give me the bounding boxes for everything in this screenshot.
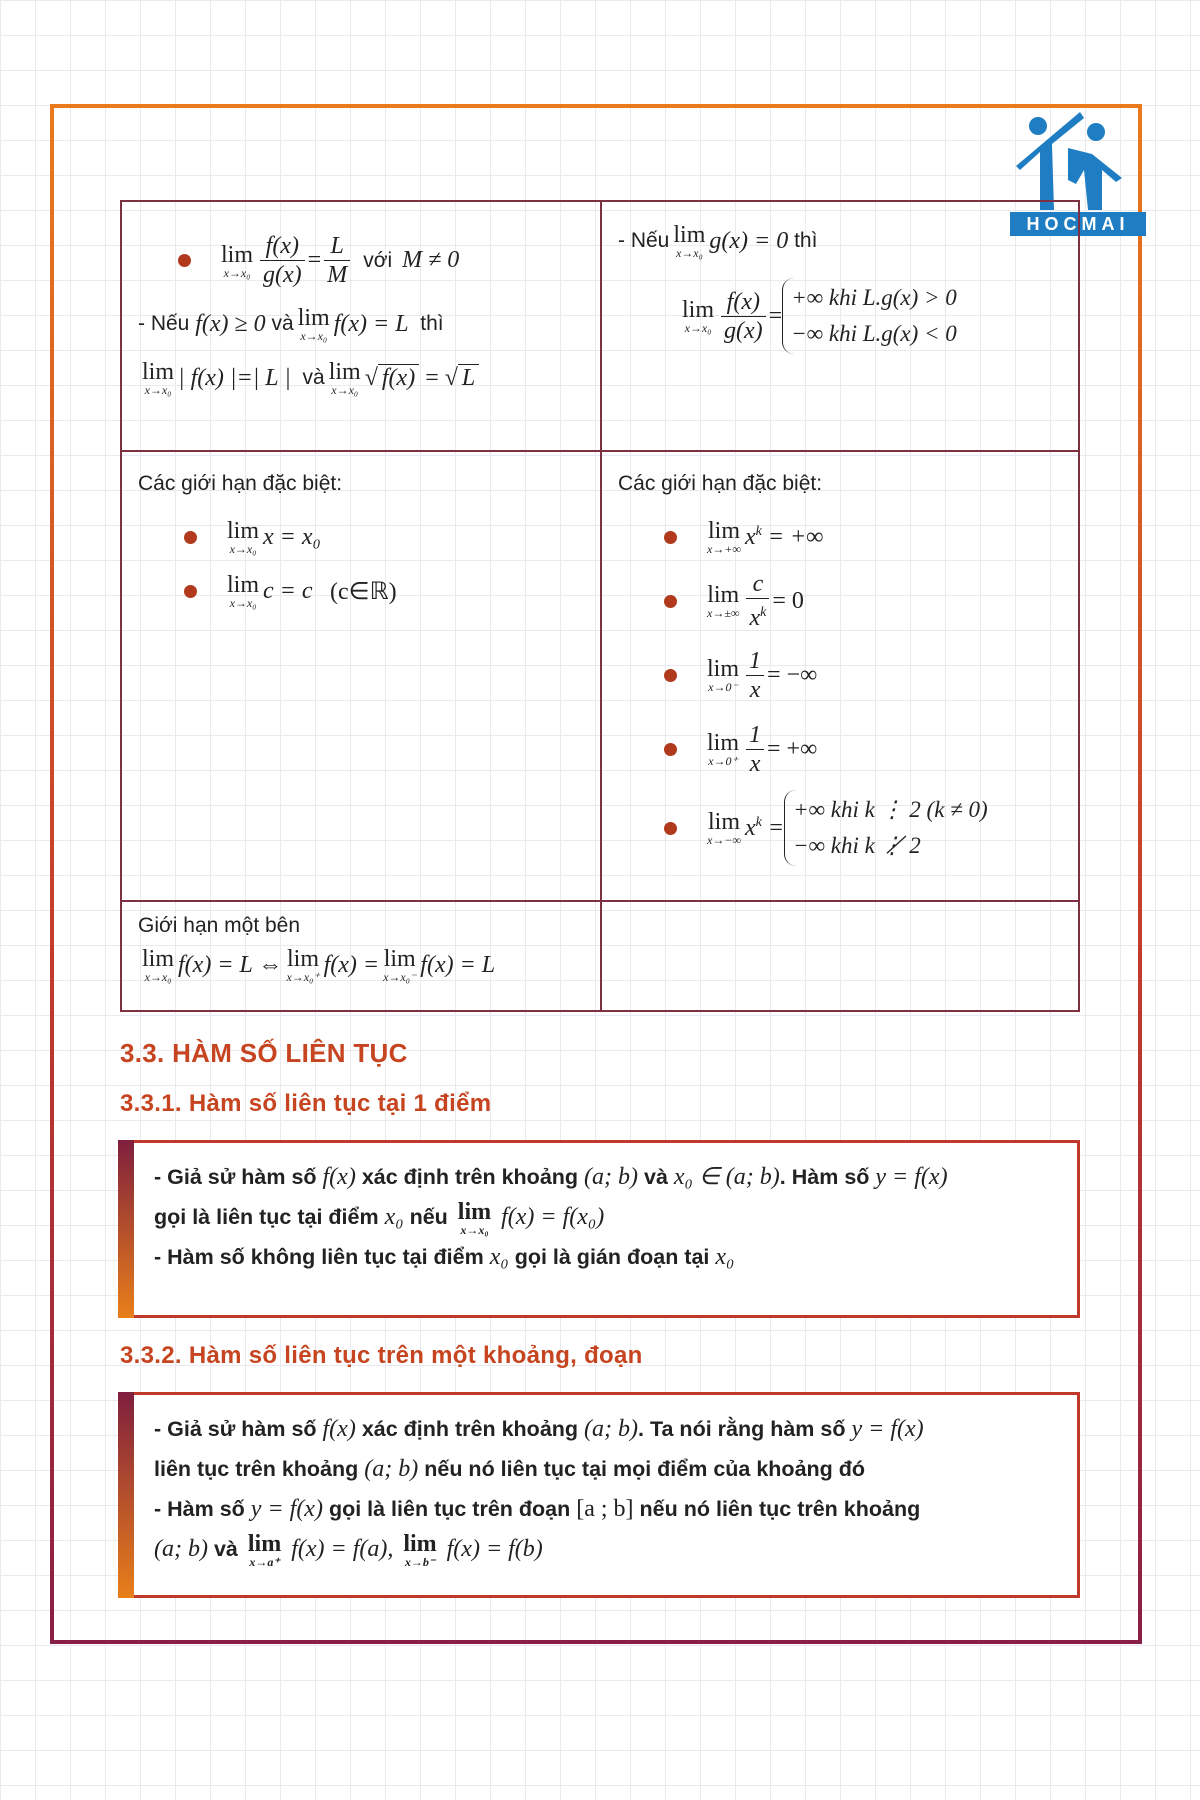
limits-table — [120, 200, 1080, 1012]
definition-box-1: - Giả sử hàm số f(x) xác định trên khoảng (a; b) và x₀ ∈ (a; b). Hàm số y = f(x) gọi là liên tục tại điểm x₀ nếu lim x→x₀ f(x) = f(x₀) - Hàm số không liên tục tại điểm x₀ gọi là gián đoạn tại x₀ — [118, 1140, 1080, 1318]
section-title: 3.3. HÀM SỐ LIÊN TỤC — [120, 1038, 408, 1068]
bullet-icon — [184, 585, 197, 598]
cell-empty — [601, 901, 1079, 1011]
bullet-icon — [664, 595, 677, 608]
subsection-title-2: 3.3.2. Hàm số liên tục trên một khoảng, đoạn — [120, 1342, 643, 1369]
bullet-icon — [664, 743, 677, 756]
cell-special-limits-right: Các giới hạn đặc biệt: lim x→+∞ $x^k$ = +∞ lim x→±∞ $\frac{c}{x^k}$ = 0 lim x→0⁻ $\frac{1}{x}$ = −∞ lim x→0⁺ $\frac{1}{x}$ = +∞ lim x→−∞ $x^k$ = +∞ khi k ⋮ 2 (k ≠ 0) −∞ khi k ⋮̸ 2 — [601, 451, 1079, 901]
bullet-icon — [664, 822, 677, 835]
subsection-title-1: 3.3.1. Hàm số liên tục tại 1 điểm — [120, 1090, 492, 1117]
bullet-icon — [664, 669, 677, 682]
cell-zero-denominator: - Nếu lim x→x₀ g(x) = 0 thì lim x→x₀ $\frac{f(x)}{g(x)}$ = +∞ khi L.g(x) > 0 −∞ khi L.g(x) < 0 — [601, 201, 1079, 451]
logo-text: HOCMAI — [1010, 212, 1146, 236]
cell-one-sided-limit: Giới hạn một bên lim x→x₀ f(x) = L ⇔ lim x→x₀⁺ f(x) = lim x→x₀⁻ f(x) = L — [121, 901, 601, 1011]
bullet-icon — [664, 531, 677, 544]
bullet-icon — [184, 531, 197, 544]
definition-box-2: - Giả sử hàm số f(x) xác định trên khoảng (a; b). Ta nói rằng hàm số y = f(x) liên tục trên khoảng (a; b) nếu nó liên tục tại mọi điểm của khoảng đó - Hàm số y = f(x) gọi là liên tục trên đoạn [a ; b] nếu nó liên tục trên khoảng (a; b) và lim x→a⁺ f(x) = f(a), lim x→b⁻ f(x) = f(b) — [118, 1392, 1080, 1598]
bullet-icon — [178, 254, 191, 267]
cell-quotient-rule: lim x→x₀ $\frac{f(x)}{g(x)}$ = $\frac{L}{M}$ với M ≠ 0 - Nếu f(x) ≥ 0 và lim x→x₀ f(x) = L thì lim x→x₀ | f(x) |=| L | và lim x→x₀ √ f(x) = √ L — [121, 201, 601, 451]
cell-special-limits-left: Các giới hạn đặc biệt: lim x→x₀ x = x₀ lim x→x₀ c = c (c∈ℝ) — [121, 451, 601, 901]
